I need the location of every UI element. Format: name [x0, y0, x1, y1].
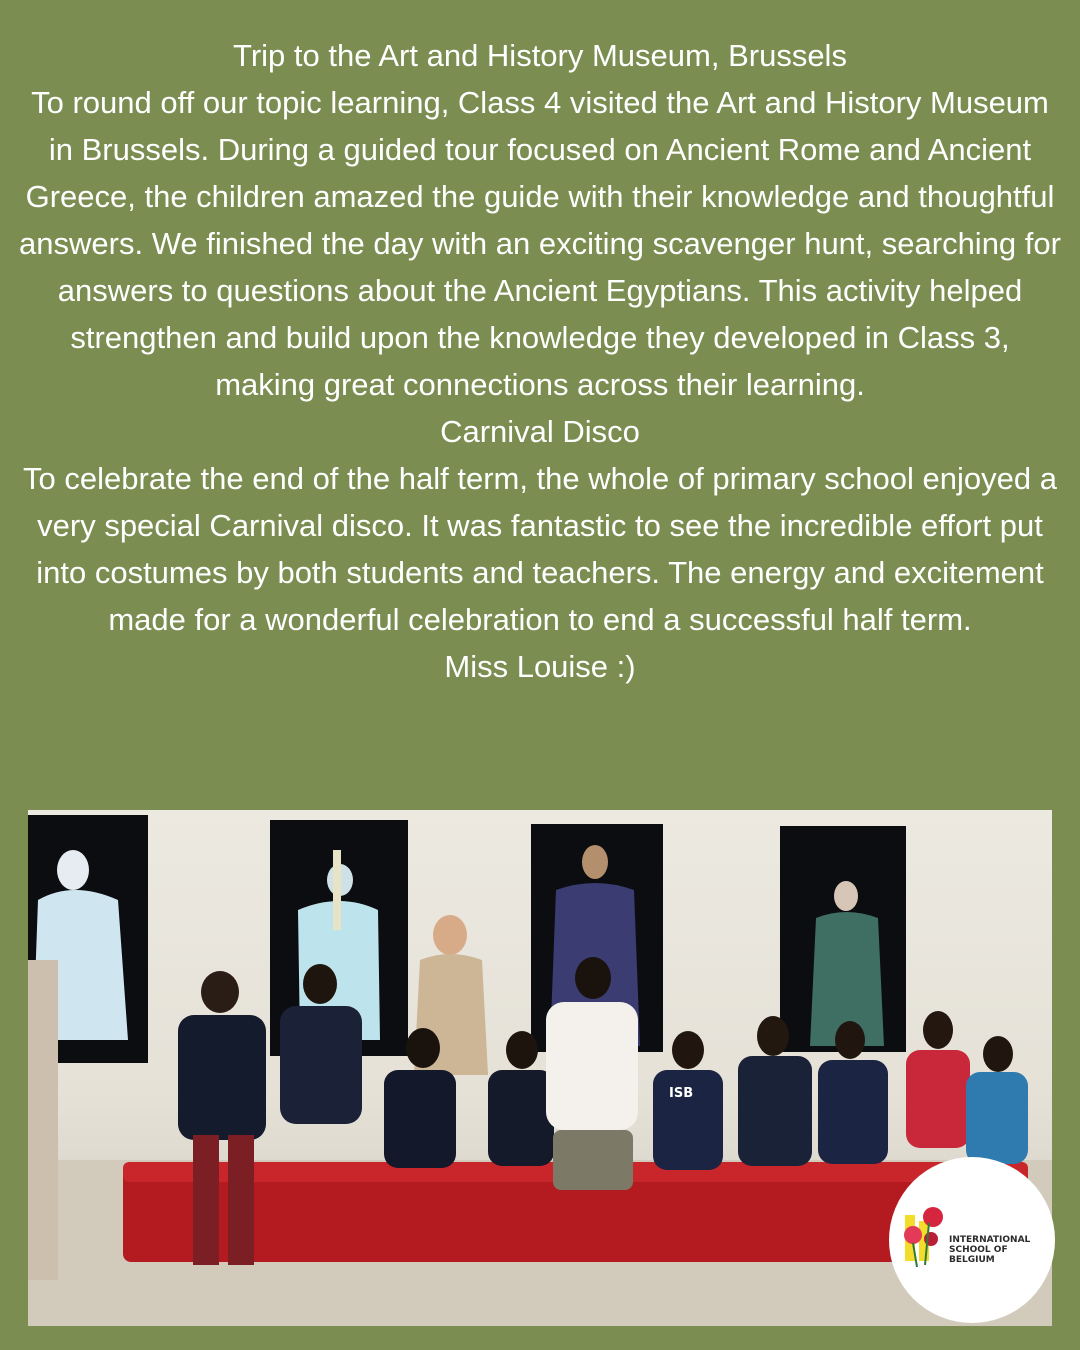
post-caption — [18, 32, 1062, 690]
disco-body: To celebrate the end of the half term, the whole of primary school enjoyed a very special Carnival disco. It was fantastic to see the incredible effort put into costumes by both students and teachers. The energy and excitement made for a wonderful celebration to end a successful half term. — [23, 461, 1057, 637]
signoff: Miss Louise :) — [444, 649, 636, 684]
jacket-print: ISB — [669, 1086, 694, 1101]
school-name — [949, 1235, 1049, 1265]
school-logo — [889, 1157, 1055, 1323]
poppy-flower-icon — [899, 1201, 949, 1273]
school-name-line-1: INTERNATIONAL — [949, 1235, 1031, 1245]
school-name-line-3: BELGIUM — [949, 1255, 995, 1265]
disco-title: Carnival Disco — [440, 414, 640, 449]
school-name-line-2: SCHOOL OF — [949, 1245, 1008, 1255]
trip-title: Trip to the Art and History Museum, Brussels — [233, 38, 847, 73]
trip-body: To round off our topic learning, Class 4 visited the Art and History Museum in Brussels. During a guided tour focused on Ancient Rome and Ancient Greece, the children amazed the guide with their knowledge and thoughtful answers. We finished the day with an exciting scavenger hunt, searching for answers to questions about the Ancient Egyptians. This activity helped strengthen and build upon the knowledge they developed in Class 3, making great connections across their learning. — [19, 85, 1061, 402]
